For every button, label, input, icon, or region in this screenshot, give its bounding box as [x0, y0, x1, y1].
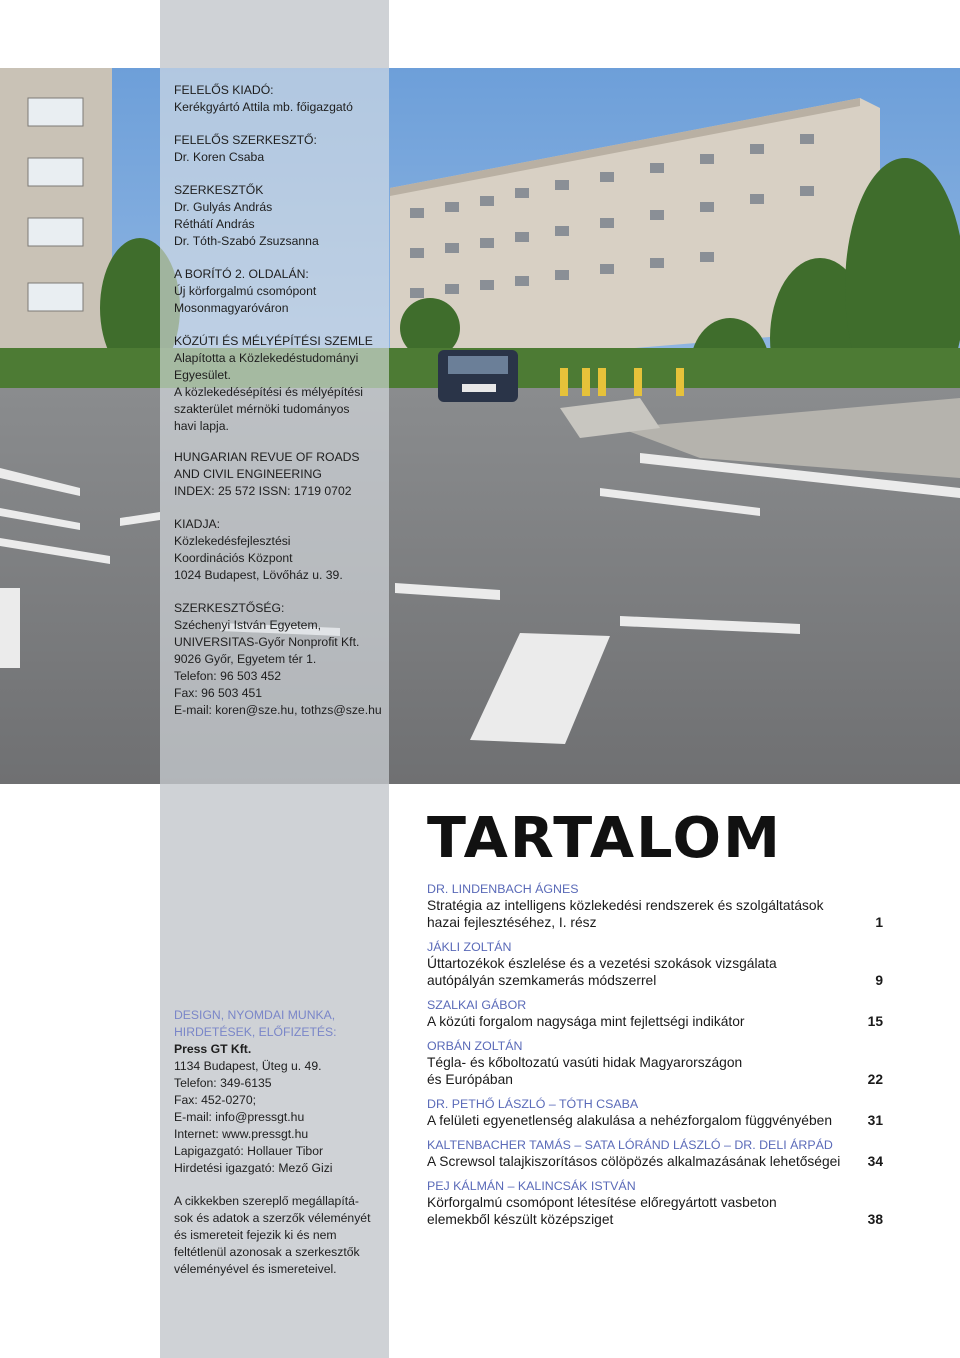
imprint-line: Mosonmagyaróváron: [174, 301, 289, 315]
toc-title-line: elemekből készült középsziget: [427, 1212, 614, 1227]
toc-title-line: A közúti forgalom nagysága mint fejlettségi indikátor: [427, 1014, 745, 1029]
toc-page-number: 22: [867, 1072, 883, 1087]
toc-page-number: 9: [875, 973, 883, 988]
toc-title-line: hazai fejlesztéséhez, I. rész: [427, 915, 597, 930]
toc-page-number: 31: [867, 1113, 883, 1128]
table-of-contents: [427, 881, 883, 1236]
imprint-line: 1024 Budapest, Lövőház u. 39.: [174, 568, 343, 582]
toc-article-title: [427, 955, 883, 989]
toc-article-title: [427, 1054, 883, 1088]
imprint-block: [174, 600, 384, 719]
imprint-line: Új körforgalmú csomópont: [174, 284, 317, 298]
imprint-line: Alapította a Közlekedéstudományi: [174, 351, 359, 365]
toc-title: TARTALOM: [427, 806, 782, 871]
toc-author: KALTENBACHER TAMÁS – SATA LÓRÁND LÁSZLÓ – DR. DELI ÁRPÁD: [427, 1138, 833, 1152]
imprint-panel: [174, 82, 384, 735]
publisher-line: Fax: 452-0270;: [174, 1093, 256, 1107]
imprint-heading: SZERKESZTŐK: [174, 183, 264, 197]
imprint-line: 9026 Győr, Egyetem tér 1.: [174, 652, 317, 666]
imprint-line: Dr. Gulyás András: [174, 200, 273, 214]
toc-title-line: Körforgalmú csomópont létesítése előregyártott vasbeton: [427, 1195, 777, 1210]
toc-title-line: A felületi egyenetlenség alakulása a nehézforgalom függvényében: [427, 1113, 833, 1128]
disclaimer-line: A cikkekben szereplő megállapítá-: [174, 1194, 359, 1208]
toc-author: SZALKAI GÁBOR: [427, 998, 527, 1012]
imprint-line: A közlekedésépítési és mélyépítési: [174, 385, 364, 399]
imprint-block: [174, 266, 384, 317]
imprint-block: [174, 132, 384, 166]
toc-entry[interactable]: [427, 1038, 883, 1088]
toc-article-title: [427, 1153, 883, 1170]
disclaimer-line: és ismereteit fejezik ki és nem: [174, 1228, 337, 1242]
publisher-website-link[interactable]: Internet: www.pressgt.hu: [174, 1127, 309, 1141]
toc-author: DR. LINDENBACH ÁGNES: [427, 882, 579, 896]
toc-title-line: Stratégia az intelligens közlekedési rendszerek és szolgáltatások: [427, 898, 824, 913]
publisher-line: Hirdetési igazgató: Mező Gizi: [174, 1161, 333, 1175]
publisher-company: Press GT Kft.: [174, 1042, 252, 1056]
publisher-line: Telefon: 349-6135: [174, 1076, 272, 1090]
publisher-line: Lapigazgató: Hollauer Tibor: [174, 1144, 324, 1158]
toc-article-title: [427, 1194, 883, 1228]
imprint-line: INDEX: 25 572 ISSN: 1719 0702: [174, 484, 352, 498]
toc-entry[interactable]: [427, 881, 883, 931]
toc-title-line: és Európában: [427, 1072, 513, 1087]
imprint-heading: KIADJA:: [174, 517, 221, 531]
imprint-block: [174, 333, 384, 435]
toc-entry[interactable]: [427, 1178, 883, 1228]
imprint-line: Réthátí András: [174, 217, 255, 231]
toc-page-number: 15: [867, 1014, 883, 1029]
imprint-heading: KÖZÚTI ÉS MÉLYÉPÍTÉSI SZEMLE: [174, 334, 373, 348]
toc-entry[interactable]: [427, 1137, 883, 1170]
disclaimer-line: sok és adatok a szerzők véleményét: [174, 1211, 371, 1225]
publisher-panel: [174, 1007, 384, 1278]
toc-entry[interactable]: [427, 997, 883, 1030]
imprint-line: E-mail: koren@sze.hu, tothzs@sze.hu: [174, 703, 382, 717]
imprint-heading: FELELŐS KIADÓ:: [174, 83, 274, 97]
imprint-line: havi lapja.: [174, 419, 229, 433]
toc-title-line: Úttartozékok észlelése és a vezetési szokások vizsgálata: [427, 956, 777, 971]
imprint-block: [174, 449, 384, 500]
imprint-line: Kerékgyártó Attila mb. főigazgató: [174, 100, 353, 114]
imprint-heading: SZERKESZTŐSÉG:: [174, 601, 285, 615]
toc-page-number: 1: [875, 915, 883, 930]
toc-article-title: [427, 1013, 883, 1030]
imprint-line: Dr. Tóth-Szabó Zsuzsanna: [174, 234, 319, 248]
toc-page-number: 34: [867, 1154, 883, 1169]
publisher-email-link[interactable]: E-mail: info@pressgt.hu: [174, 1110, 305, 1124]
publisher-heading: DESIGN, NYOMDAI MUNKA,: [174, 1008, 336, 1022]
imprint-line: Dr. Koren Csaba: [174, 150, 265, 164]
imprint-heading: HUNGARIAN REVUE OF ROADS: [174, 450, 360, 464]
imprint-line: szakterület mérnöki tudományos: [174, 402, 350, 416]
toc-entry[interactable]: [427, 939, 883, 989]
imprint-line: Koordinációs Központ: [174, 551, 293, 565]
disclaimer-note: [174, 1193, 384, 1278]
imprint-line: Fax: 96 503 451: [174, 686, 263, 700]
cover-photo-roundabout: [0, 68, 960, 784]
disclaimer-line: feltétlenül azonosak a szerkesztők: [174, 1245, 360, 1259]
toc-author: DR. PETHŐ LÁSZLÓ – TÓTH CSABA: [427, 1097, 639, 1111]
publisher-line: 1134 Budapest, Üteg u. 49.: [174, 1059, 322, 1073]
imprint-line: Széchenyi István Egyetem,: [174, 618, 321, 632]
toc-author: JÁKLI ZOLTÁN: [427, 940, 512, 954]
toc-article-title: [427, 897, 883, 931]
toc-title-line: autópályán szemkamerás módszerrel: [427, 973, 657, 988]
imprint-heading: FELELŐS SZERKESZTŐ:: [174, 133, 317, 147]
toc-entry[interactable]: [427, 1096, 883, 1129]
imprint-block: [174, 82, 384, 116]
imprint-block: [174, 182, 384, 250]
toc-author: PEJ KÁLMÁN – KALINCSÁK ISTVÁN: [427, 1179, 636, 1193]
imprint-line: Egyesület.: [174, 368, 231, 382]
imprint-heading: A BORÍTÓ 2. OLDALÁN:: [174, 267, 309, 281]
publisher-heading: HIRDETÉSEK, ELŐFIZETÉS:: [174, 1025, 337, 1039]
toc-page-number: 38: [867, 1212, 883, 1227]
toc-title-line: A Screwsol talajkiszorításos cölöpözés alkalmazásának lehetőségei: [427, 1154, 841, 1169]
toc-title-line: Tégla- és kőboltozatú vasúti hidak Magyarországon: [427, 1055, 743, 1070]
toc-article-title: [427, 1112, 883, 1129]
disclaimer-line: véleményével és ismereteivel.: [174, 1262, 337, 1276]
imprint-block: [174, 516, 384, 584]
imprint-line: Telefon: 96 503 452: [174, 669, 282, 683]
imprint-line: Közlekedésfejlesztési: [174, 534, 291, 548]
imprint-line: UNIVERSITAS-Győr Nonprofit Kft.: [174, 635, 360, 649]
imprint-line: AND CIVIL ENGINEERING: [174, 467, 322, 481]
toc-author: ORBÁN ZOLTÁN: [427, 1039, 523, 1053]
